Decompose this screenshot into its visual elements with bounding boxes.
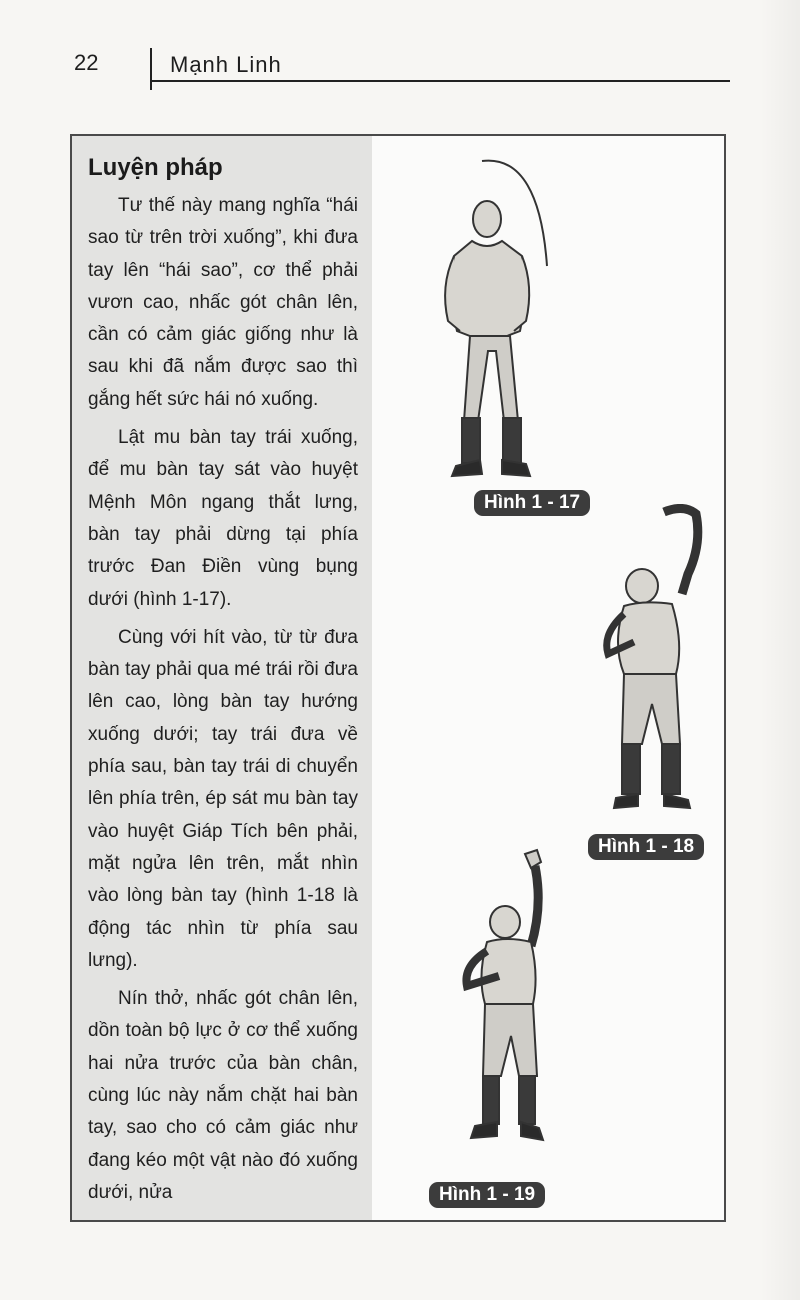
standing-figure-illustration (412, 156, 612, 486)
page-number: 22 (74, 50, 99, 75)
figure-1-17 (412, 156, 612, 526)
figure-caption: Hình 1 - 19 (429, 1182, 545, 1208)
paragraph-3: Cùng với hít vào, từ từ đưa bàn tay phải qua mé trái rồi đưa lên cao, lòng bàn tay hướng xuống dưới; tay trái đưa về phía sau, bàn tay trái di chuyển lên phía trên, ép sát mu bàn tay vào huyệt Giáp Tích bên phải, mặt ngửa lên trên, mắt nhìn vào lòng bàn tay (hình 1-18 là động tác nhìn từ phía sau lưng). (88, 626, 358, 971)
back-view-figure-illustration (584, 504, 724, 824)
figure-caption: Hình 1 - 17 (474, 490, 590, 516)
header-rule (150, 80, 730, 82)
page-header (70, 48, 730, 90)
figure-caption: Hình 1 - 18 (588, 834, 704, 860)
section-title: Luyện pháp (88, 154, 223, 181)
paragraph-1: Tư thế này mang nghĩa “hái sao từ trên trời xuống”, khi đưa tay lên “hái sao”, cơ thể phải vươn cao, nhấc gót chân lên, cần có cảm giác giống như là sau khi đã nắm được sao thì gắng hết sức hái nó xuống. (88, 195, 358, 410)
header-author: Mạnh Linh (170, 52, 282, 77)
page-edge-shadow (760, 0, 800, 1300)
paragraph-4: Nín thở, nhấc gót chân lên, dồn toàn bộ lực ở cơ thể xuống hai nửa trước của bàn chân, cùng lúc này nắm chặt hai bàn tay, sao cho có cảm giác như đang kéo một vật nào đó xuống dưới, nửa (88, 988, 358, 1203)
content-box (70, 134, 726, 1222)
figure-1-18 (584, 504, 724, 874)
figure-1-19 (427, 846, 607, 1216)
header-divider (150, 48, 152, 90)
paragraph-2: Lật mu bàn tay trái xuống, để mu bàn tay sát vào huyệt Mệnh Môn ngang thắt lưng, bàn tay phải dừng tại phía trước Đan Điền vùng bụng dưới (hình 1-17). (88, 427, 358, 610)
fist-raise-figure-illustration (427, 846, 607, 1166)
text-column (72, 136, 372, 1220)
